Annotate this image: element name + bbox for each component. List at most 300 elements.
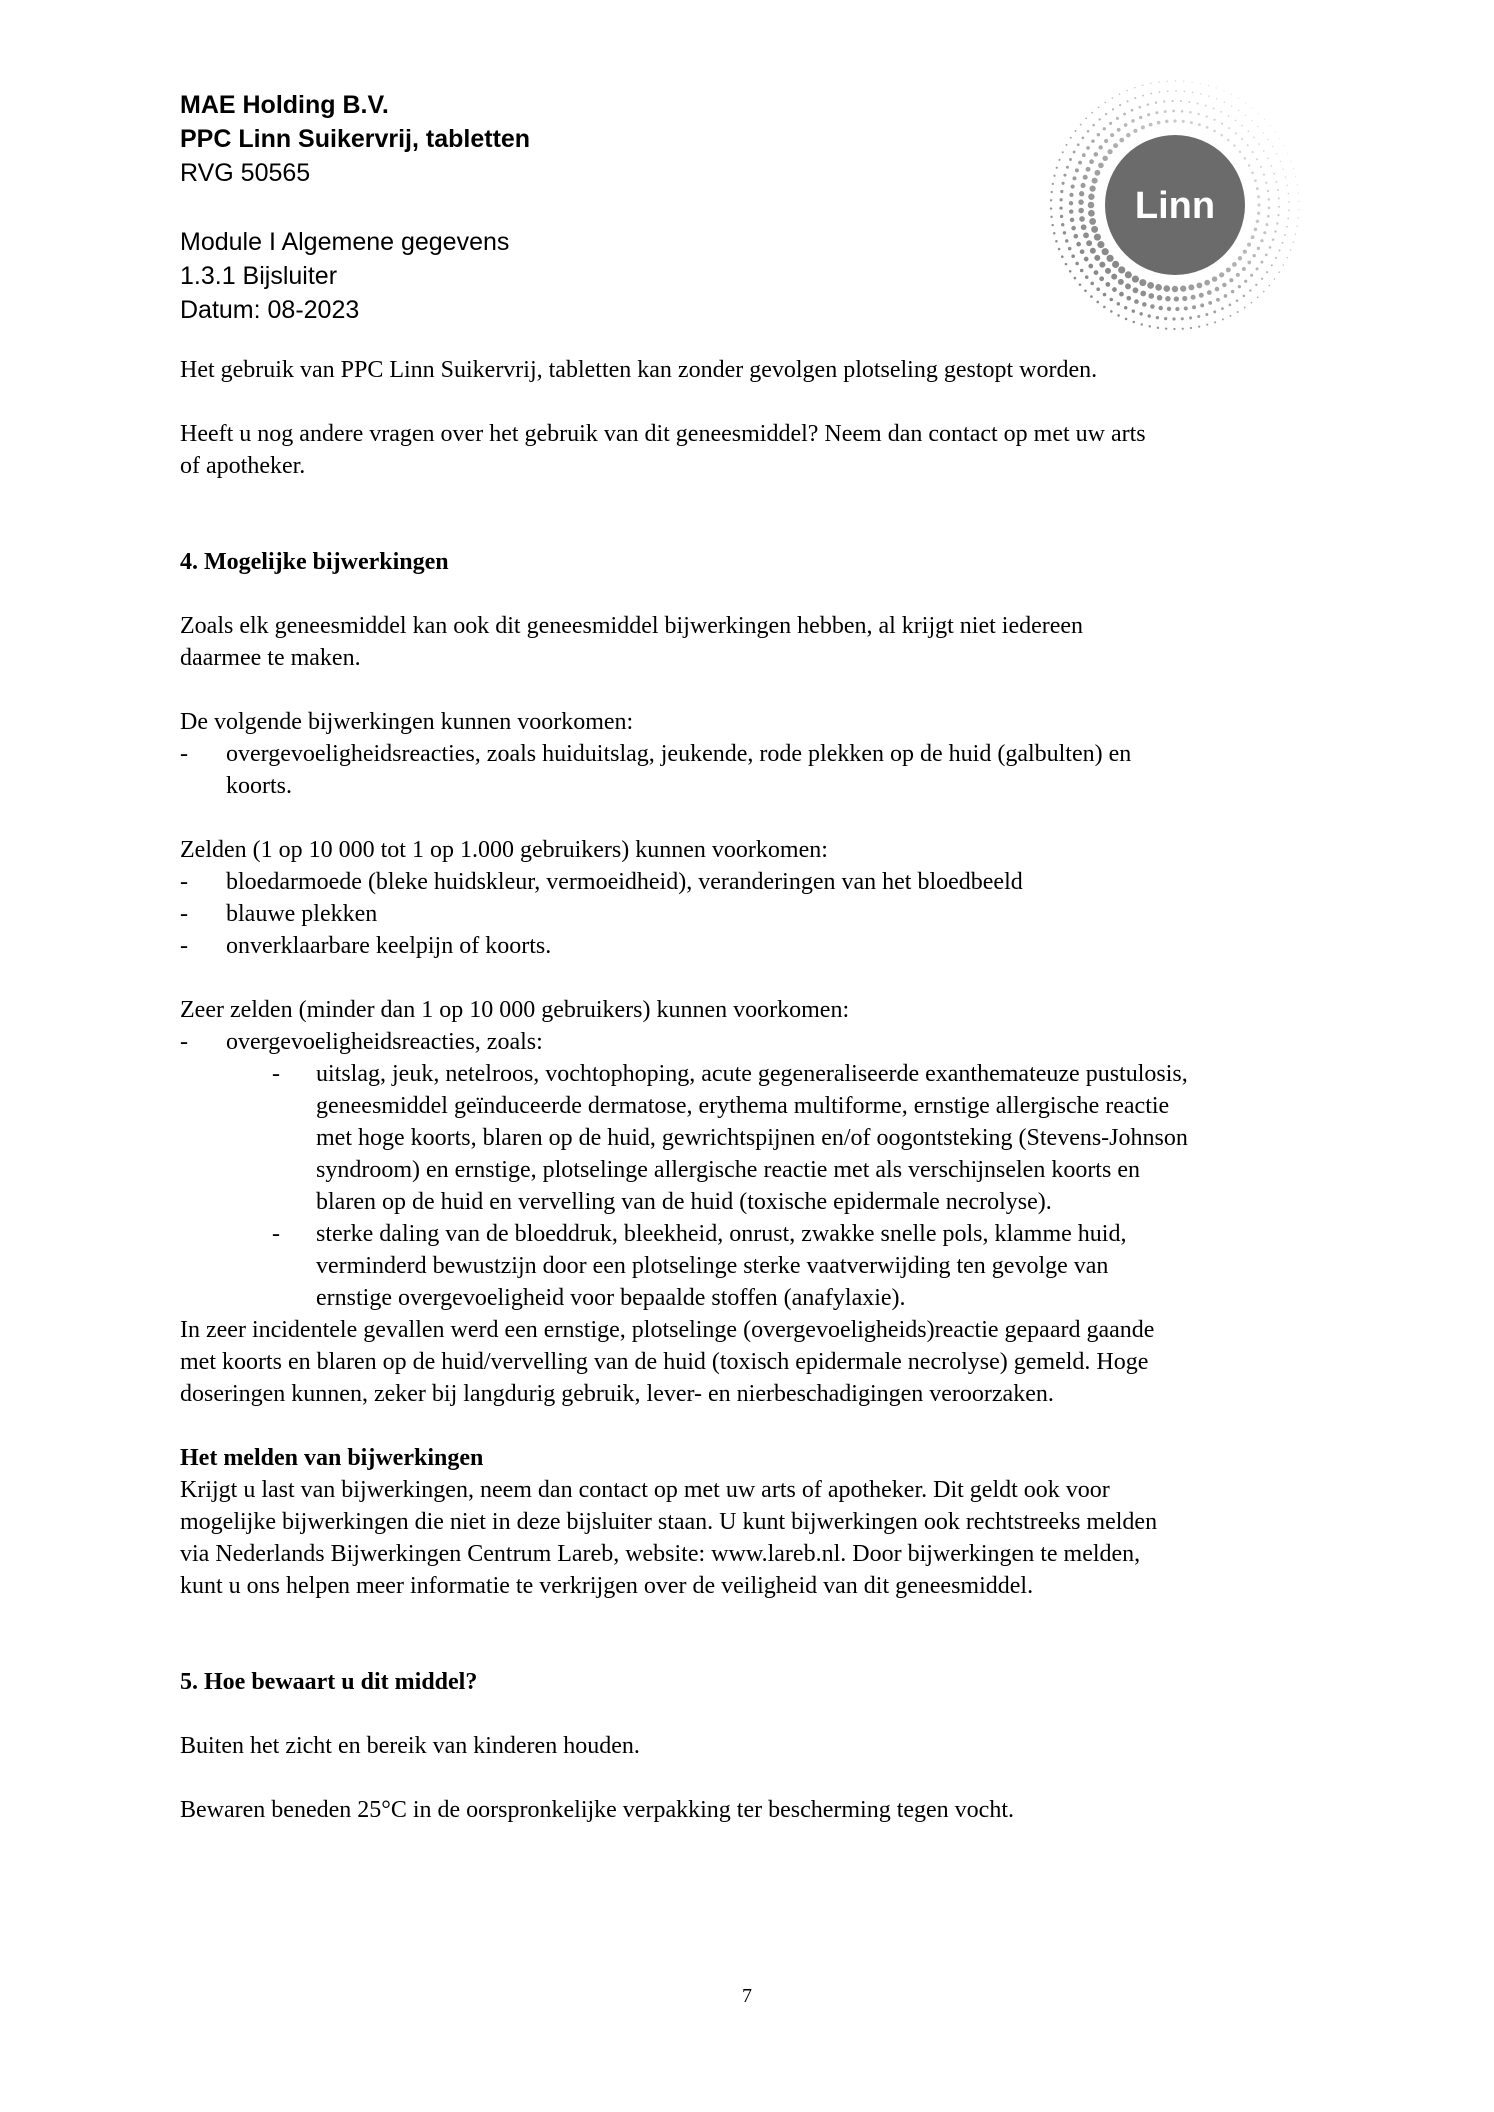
logo-dot bbox=[1254, 179, 1257, 182]
logo-dot bbox=[1287, 218, 1289, 220]
logo-dot bbox=[1238, 110, 1239, 111]
logo-dot bbox=[1257, 212, 1260, 215]
logo-dot bbox=[1288, 201, 1290, 203]
logo-dot bbox=[1163, 100, 1165, 102]
logo-dot bbox=[1102, 156, 1107, 161]
logo-dot bbox=[1257, 126, 1258, 127]
logo-dot bbox=[1103, 306, 1106, 309]
logo-dot bbox=[1247, 144, 1249, 146]
logo-dot bbox=[1213, 107, 1215, 109]
logo-dot bbox=[1205, 313, 1208, 316]
logo-dot bbox=[1190, 121, 1193, 124]
logo-dot bbox=[1077, 143, 1080, 146]
logo-dot bbox=[1244, 157, 1247, 160]
logo-dot bbox=[1078, 208, 1084, 214]
logo-dot bbox=[1103, 293, 1107, 297]
section-title: 1.3.1 Bijsluiter bbox=[180, 262, 338, 290]
logo-dot bbox=[1125, 283, 1131, 289]
logo-dot bbox=[1138, 106, 1141, 109]
logo-dot bbox=[1295, 176, 1296, 177]
logo-dot bbox=[1119, 292, 1124, 297]
logo-dot bbox=[1076, 242, 1081, 247]
logo-dot bbox=[1220, 134, 1223, 137]
logo-dot bbox=[1081, 224, 1087, 230]
logo-dot bbox=[1253, 137, 1255, 139]
logo-dot bbox=[1274, 278, 1276, 280]
logo-dot bbox=[1165, 120, 1168, 123]
logo-dot bbox=[1220, 111, 1222, 113]
logo-dot bbox=[1212, 276, 1217, 281]
logo-dot bbox=[1276, 153, 1277, 154]
logo-dot bbox=[1139, 312, 1142, 315]
logo-dot bbox=[1062, 182, 1065, 185]
logo-dot bbox=[1075, 262, 1079, 266]
logo-dot bbox=[1271, 264, 1273, 266]
logo-dot bbox=[1071, 184, 1075, 188]
logo-dot bbox=[1079, 191, 1084, 196]
logo-dot bbox=[1074, 277, 1077, 280]
logo-dot bbox=[1257, 296, 1259, 298]
logo-dot bbox=[1265, 254, 1268, 257]
logo-dot bbox=[1132, 309, 1135, 312]
logo-dot bbox=[1200, 83, 1201, 84]
logo-dot bbox=[1099, 262, 1105, 268]
logo-dot bbox=[1215, 287, 1220, 292]
logo-dot bbox=[1085, 118, 1087, 120]
logo-dot bbox=[1157, 295, 1163, 301]
logo-dot bbox=[1111, 274, 1117, 280]
logo-dot bbox=[1247, 130, 1249, 132]
logo-dot bbox=[1070, 218, 1075, 223]
logo-dot bbox=[1167, 90, 1169, 92]
logo-dot bbox=[1298, 217, 1299, 218]
logo-dot bbox=[1131, 109, 1134, 112]
logo-dot bbox=[1287, 185, 1288, 186]
section-4-heading: 4. Mogelijke bijwerkingen bbox=[180, 549, 449, 575]
logo-dot bbox=[1125, 271, 1132, 278]
logo-dot bbox=[1060, 215, 1063, 218]
logo-dot bbox=[1180, 285, 1186, 291]
logo-dot bbox=[1274, 230, 1276, 232]
logo-dot bbox=[1080, 183, 1085, 188]
incidental-paragraph: In zeer incidentele gevallen werd een ernstige, plotselinge (overgevoeligheids)reactie gepaard gaande met koorts en blaren op de huid/vervelling van de huid (toxisch epidermale necrolyse) gemeld. Hoge doseringen kunnen, zeker bij langdurig gebruik, lever- en nierbeschadigingen veroorzaken. bbox=[180, 1317, 1155, 1407]
logo-dot bbox=[1221, 307, 1224, 310]
logo-dot bbox=[1222, 283, 1226, 287]
module-title: Module I Algemene gegevens bbox=[180, 228, 510, 256]
logo-dot bbox=[1110, 310, 1113, 313]
logo-dot bbox=[1063, 231, 1066, 234]
logo-dot bbox=[1165, 296, 1170, 301]
logo-dot bbox=[1079, 216, 1085, 222]
logo-dot bbox=[1133, 287, 1139, 293]
logo-dot bbox=[1269, 285, 1271, 287]
logo-dot bbox=[1172, 110, 1175, 113]
list-item: - onverklaarbare keelpijn of koorts. bbox=[180, 933, 552, 959]
logo-dot bbox=[1214, 321, 1216, 323]
logo-dot bbox=[1155, 111, 1158, 114]
rvg-number: RVG 50565 bbox=[180, 159, 311, 187]
logo-dot bbox=[1134, 87, 1135, 88]
logo-dot bbox=[1238, 285, 1241, 288]
logo-dot bbox=[1126, 90, 1127, 91]
logo-dot bbox=[1229, 315, 1231, 317]
logo-dot bbox=[1233, 144, 1236, 147]
logo-dot bbox=[1133, 321, 1136, 324]
logo-dot bbox=[1244, 307, 1246, 309]
logo-dot bbox=[1188, 284, 1194, 290]
logo-dot bbox=[1134, 299, 1139, 304]
logo-dot bbox=[1206, 324, 1208, 326]
logo-dot bbox=[1165, 328, 1167, 330]
logo-dot bbox=[1192, 305, 1196, 309]
logo-dot bbox=[1263, 291, 1265, 293]
logo-dot bbox=[1229, 278, 1233, 282]
logo-dot bbox=[1098, 107, 1100, 109]
logo-dot bbox=[1290, 249, 1291, 250]
logo-dot bbox=[1126, 133, 1131, 138]
logo-dot bbox=[1237, 311, 1239, 313]
logo-dot bbox=[1061, 223, 1064, 226]
logo-dot bbox=[1198, 326, 1200, 328]
logo-dot bbox=[1056, 167, 1058, 169]
logo-dot bbox=[1050, 216, 1052, 218]
logo-dot bbox=[1180, 100, 1182, 102]
logo-dot bbox=[1051, 224, 1053, 226]
logo-dot bbox=[1084, 257, 1089, 262]
logo-dot bbox=[1149, 325, 1151, 327]
logo-dot bbox=[1183, 81, 1184, 82]
children-paragraph: Buiten het zicht en bereik van kinderen houden. bbox=[180, 1733, 640, 1759]
logo-dot bbox=[1097, 241, 1104, 248]
logo-dot bbox=[1244, 280, 1247, 283]
logo-dot bbox=[1263, 132, 1264, 133]
logo-dot bbox=[1082, 153, 1086, 157]
logo-dot bbox=[1157, 121, 1161, 125]
side-effects-intro-2: daarmee te maken. bbox=[180, 645, 361, 671]
logo-dot bbox=[1199, 293, 1204, 298]
logo-dot bbox=[1251, 235, 1255, 239]
logo-dot bbox=[1279, 138, 1280, 139]
logo-dot bbox=[1263, 150, 1265, 152]
logo-dot bbox=[1083, 232, 1089, 238]
logo-dot bbox=[1206, 126, 1209, 129]
logo-dot bbox=[1073, 151, 1076, 154]
logo-dot bbox=[1228, 115, 1230, 117]
logo-dot bbox=[1175, 80, 1176, 81]
logo-dot bbox=[1257, 195, 1260, 198]
logo-dot bbox=[1117, 314, 1120, 317]
logo-dot bbox=[1257, 203, 1260, 206]
logo-dot bbox=[1112, 287, 1117, 292]
logo-dot bbox=[1223, 91, 1224, 92]
logo-dot bbox=[1112, 108, 1114, 110]
logo-dot bbox=[1205, 105, 1207, 107]
logo-dot bbox=[1192, 92, 1194, 94]
logo-dot bbox=[1284, 234, 1286, 236]
logo-dot bbox=[1200, 93, 1201, 94]
logo-dot bbox=[1083, 175, 1088, 180]
logo-dot bbox=[1175, 90, 1177, 92]
logo-dot bbox=[1231, 290, 1234, 293]
logo-dot bbox=[1123, 113, 1126, 116]
logo-dot bbox=[1147, 103, 1150, 106]
logo-dot bbox=[1283, 264, 1284, 265]
logo-dot bbox=[1065, 239, 1069, 243]
logo-dot bbox=[1250, 274, 1253, 277]
logo-dot bbox=[1184, 306, 1188, 310]
logo-dot bbox=[1126, 296, 1131, 301]
logo-dot bbox=[1252, 254, 1256, 258]
logo-dot bbox=[1269, 246, 1272, 249]
list-item: - blauwe plekken bbox=[180, 901, 378, 927]
logo-dot bbox=[1098, 118, 1100, 120]
logo-dot bbox=[1094, 170, 1100, 176]
logo-dot bbox=[1082, 137, 1085, 140]
logo-dot bbox=[1268, 207, 1271, 210]
logo-dot bbox=[1226, 267, 1231, 272]
logo-dot bbox=[1221, 123, 1223, 125]
logo-dot bbox=[1172, 317, 1175, 320]
logo-dot bbox=[1239, 150, 1242, 153]
logo-dot bbox=[1059, 198, 1062, 201]
logo-dot bbox=[1149, 123, 1153, 127]
logo-dot bbox=[1073, 234, 1078, 239]
logo-dot bbox=[1261, 261, 1264, 264]
logo-dot bbox=[1284, 145, 1285, 146]
logo-dot bbox=[1094, 270, 1099, 275]
stop-paragraph: Het gebruik van PPC Linn Suikervrij, tabletten kan zonder gevolgen plotseling gestopt worden. bbox=[180, 357, 1098, 383]
document-header bbox=[180, 88, 940, 327]
logo-dot bbox=[1088, 210, 1095, 217]
logo-dot bbox=[1293, 168, 1294, 169]
logo-dot bbox=[1053, 232, 1056, 235]
logo-dot bbox=[1213, 310, 1216, 313]
logo-dot bbox=[1173, 119, 1176, 122]
logo-dot bbox=[1182, 328, 1184, 330]
logo-dot bbox=[1094, 152, 1099, 157]
logo-dot bbox=[1257, 247, 1260, 250]
rare-intro: Zelden (1 op 10 000 tot 1 op 1.000 gebruikers) kunnen voorkomen: bbox=[180, 837, 828, 863]
logo-dot bbox=[1207, 290, 1212, 295]
logo-dot bbox=[1277, 189, 1279, 191]
logo-dot bbox=[1096, 287, 1100, 291]
logo-dot bbox=[1242, 267, 1246, 271]
list-item: - bloedarmoede (bleke huidskleur, vermoeidheid), veranderingen van het bloedbeeld bbox=[180, 869, 1023, 895]
logo-dot bbox=[1282, 242, 1284, 244]
logo-dot bbox=[1117, 128, 1121, 132]
logo-dot bbox=[1297, 184, 1298, 185]
logo-dot bbox=[1109, 122, 1112, 125]
logo-dot bbox=[1287, 153, 1288, 154]
logo-dot bbox=[1106, 255, 1113, 262]
logo-dot bbox=[1071, 254, 1075, 258]
logo-dot bbox=[1080, 124, 1082, 126]
logo-dot bbox=[1078, 161, 1082, 165]
logo-dot bbox=[1273, 173, 1275, 175]
logo-dot bbox=[1164, 317, 1167, 320]
logo-dot bbox=[1099, 276, 1104, 281]
logo-dot bbox=[1182, 296, 1187, 301]
logo-dot bbox=[1231, 94, 1232, 95]
logo-dot bbox=[1079, 283, 1082, 286]
logo-dot bbox=[1272, 238, 1275, 241]
logo-dot bbox=[1188, 101, 1190, 103]
logo-dot bbox=[1236, 273, 1240, 277]
logo-dot bbox=[1096, 301, 1099, 304]
logo-dot bbox=[1092, 178, 1098, 184]
logo-dot bbox=[1112, 97, 1114, 99]
very-rare-intro: Zeer zelden (minder dan 1 op 10 000 gebruikers) kunnen voorkomen: bbox=[180, 997, 850, 1023]
logo-dot bbox=[1278, 197, 1280, 199]
logo-dot bbox=[1069, 193, 1073, 197]
logo-dot bbox=[1249, 289, 1251, 291]
logo-dot bbox=[1066, 166, 1069, 169]
logo-dot bbox=[1227, 139, 1230, 142]
logo-dot bbox=[1267, 215, 1270, 218]
logo-dot bbox=[1133, 129, 1137, 133]
logo-dot bbox=[1254, 228, 1258, 232]
logo-dot bbox=[1228, 127, 1230, 129]
logo-dot bbox=[1267, 190, 1269, 192]
logo-dot bbox=[1117, 302, 1121, 306]
logo-dot bbox=[1103, 127, 1106, 130]
logo-dot bbox=[1251, 120, 1252, 121]
logo-dot bbox=[1190, 327, 1192, 329]
logo-dot bbox=[1088, 194, 1094, 200]
logo-dot bbox=[1248, 164, 1251, 167]
logo-dot bbox=[1098, 163, 1104, 169]
logo-dot bbox=[1088, 202, 1095, 209]
logo-dot bbox=[1098, 145, 1102, 149]
logo-dot bbox=[1085, 275, 1089, 279]
logo-dot bbox=[1285, 176, 1286, 177]
logo-dot bbox=[1140, 291, 1146, 297]
logo-dot bbox=[1184, 91, 1186, 93]
logo-dot bbox=[1270, 165, 1272, 167]
logo-dot bbox=[1167, 81, 1168, 82]
logo-dot bbox=[1097, 133, 1100, 136]
logo-dot bbox=[1078, 199, 1083, 204]
logo-dot bbox=[1080, 269, 1084, 273]
logo-dot bbox=[1127, 100, 1129, 102]
logo-dot bbox=[1238, 98, 1239, 99]
logo-dot bbox=[1283, 168, 1284, 169]
logo-dot bbox=[1060, 190, 1063, 193]
logo-dot bbox=[1247, 243, 1251, 247]
sub-list-item: - sterke daling van de bloeddruk, bleekheid, onrust, zwakke snelle pols, klamme huid, verminderd bewustzijn door een plotselinge sterke vaatverwijding ten gevolge van ernstige overgevoeligheid voor bepaalde stoffen (anafylaxie). bbox=[272, 1221, 1127, 1311]
logo-dot bbox=[1298, 209, 1299, 210]
logo-dot bbox=[1265, 182, 1267, 184]
logo-dot bbox=[1071, 226, 1076, 231]
reporting-heading: Het melden van bijwerkingen bbox=[180, 1445, 484, 1471]
logo-dot bbox=[1200, 303, 1204, 307]
logo-dot bbox=[1191, 295, 1196, 300]
logo-dot bbox=[1231, 105, 1232, 106]
logo-dot bbox=[1090, 295, 1093, 298]
storage-paragraph: Bewaren beneden 25°C in de oorspronkelijke verpakking ter bescherming tegen vocht. bbox=[180, 1797, 1014, 1823]
logo-dot bbox=[1150, 93, 1152, 95]
logo-dot bbox=[1069, 270, 1072, 273]
logo-dot bbox=[1069, 158, 1072, 161]
logo-dot bbox=[1280, 161, 1281, 162]
logo-dot bbox=[1275, 257, 1277, 259]
logo-dot bbox=[1118, 279, 1124, 285]
questions-line-2: of apotheker. bbox=[180, 453, 306, 479]
logo-dot bbox=[1258, 143, 1260, 145]
logo-dot bbox=[1086, 167, 1091, 172]
logo-dot bbox=[1055, 240, 1058, 243]
logo-dot bbox=[1086, 240, 1092, 246]
logo-dot bbox=[1131, 119, 1135, 123]
logo-dot bbox=[1163, 285, 1170, 292]
logo-dot bbox=[1104, 139, 1108, 143]
logo-dot bbox=[1235, 120, 1237, 122]
logo-dot bbox=[1148, 314, 1151, 317]
logo-dot bbox=[1264, 119, 1265, 120]
logo-dot bbox=[1084, 290, 1087, 293]
logo-dot bbox=[1192, 82, 1193, 83]
product-name: PPC Linn Suikervrij, tabletten bbox=[180, 125, 531, 153]
logo-dot bbox=[1140, 323, 1142, 325]
logo-dot bbox=[1075, 168, 1079, 172]
list-item: - overgevoeligheidsreacties, zoals huiduitslag, jeukende, rode plekken op de huid (galbulten) en koorts. bbox=[180, 741, 1132, 799]
logo-dot bbox=[1147, 113, 1150, 116]
logo-dot bbox=[1158, 306, 1162, 310]
logo-dot bbox=[1255, 284, 1257, 286]
logo-dot bbox=[1150, 83, 1151, 84]
logo-dot bbox=[1088, 264, 1093, 269]
logo-dot bbox=[1251, 172, 1254, 175]
logo-dot bbox=[1243, 250, 1247, 254]
logo-dot bbox=[1245, 115, 1246, 116]
logo-dot bbox=[1080, 249, 1085, 254]
logo-dot bbox=[1164, 110, 1167, 113]
logo-dot bbox=[1132, 276, 1139, 283]
logo-dot bbox=[1276, 222, 1278, 224]
logo-dot bbox=[1091, 139, 1095, 143]
logo-dot bbox=[1139, 116, 1142, 119]
logo-dot bbox=[1241, 138, 1243, 140]
logo-dot bbox=[1182, 120, 1185, 123]
logo-dot bbox=[1068, 247, 1072, 251]
logo-dot bbox=[1066, 144, 1068, 146]
logo-dot bbox=[1208, 95, 1209, 96]
logo-dot bbox=[1208, 85, 1209, 86]
logo-dot bbox=[1053, 175, 1055, 177]
logo-dot bbox=[1278, 206, 1280, 208]
logo-dot bbox=[1124, 306, 1128, 310]
logo-dot bbox=[1189, 316, 1192, 319]
logo-dot bbox=[1092, 124, 1095, 127]
logo-dot bbox=[1063, 174, 1066, 177]
logo-dot bbox=[1155, 102, 1157, 104]
logo-dot bbox=[1245, 103, 1246, 104]
following-intro: De volgende bijwerkingen kunnen voorkomen: bbox=[180, 709, 634, 735]
logo-dot bbox=[1293, 242, 1294, 243]
logo-dot bbox=[1142, 95, 1144, 97]
logo-dot bbox=[1272, 146, 1273, 147]
logo-dot bbox=[1256, 220, 1259, 223]
logo-dot bbox=[1261, 278, 1263, 280]
logo-dot bbox=[1277, 214, 1279, 216]
logo-dot bbox=[1171, 100, 1173, 102]
logo-dot bbox=[1298, 193, 1299, 194]
logo-dot bbox=[1270, 125, 1271, 126]
logo-dot bbox=[1119, 93, 1121, 95]
logo-dot bbox=[1072, 176, 1076, 180]
logo-dot bbox=[1118, 266, 1125, 273]
logo-dot bbox=[1091, 112, 1093, 114]
